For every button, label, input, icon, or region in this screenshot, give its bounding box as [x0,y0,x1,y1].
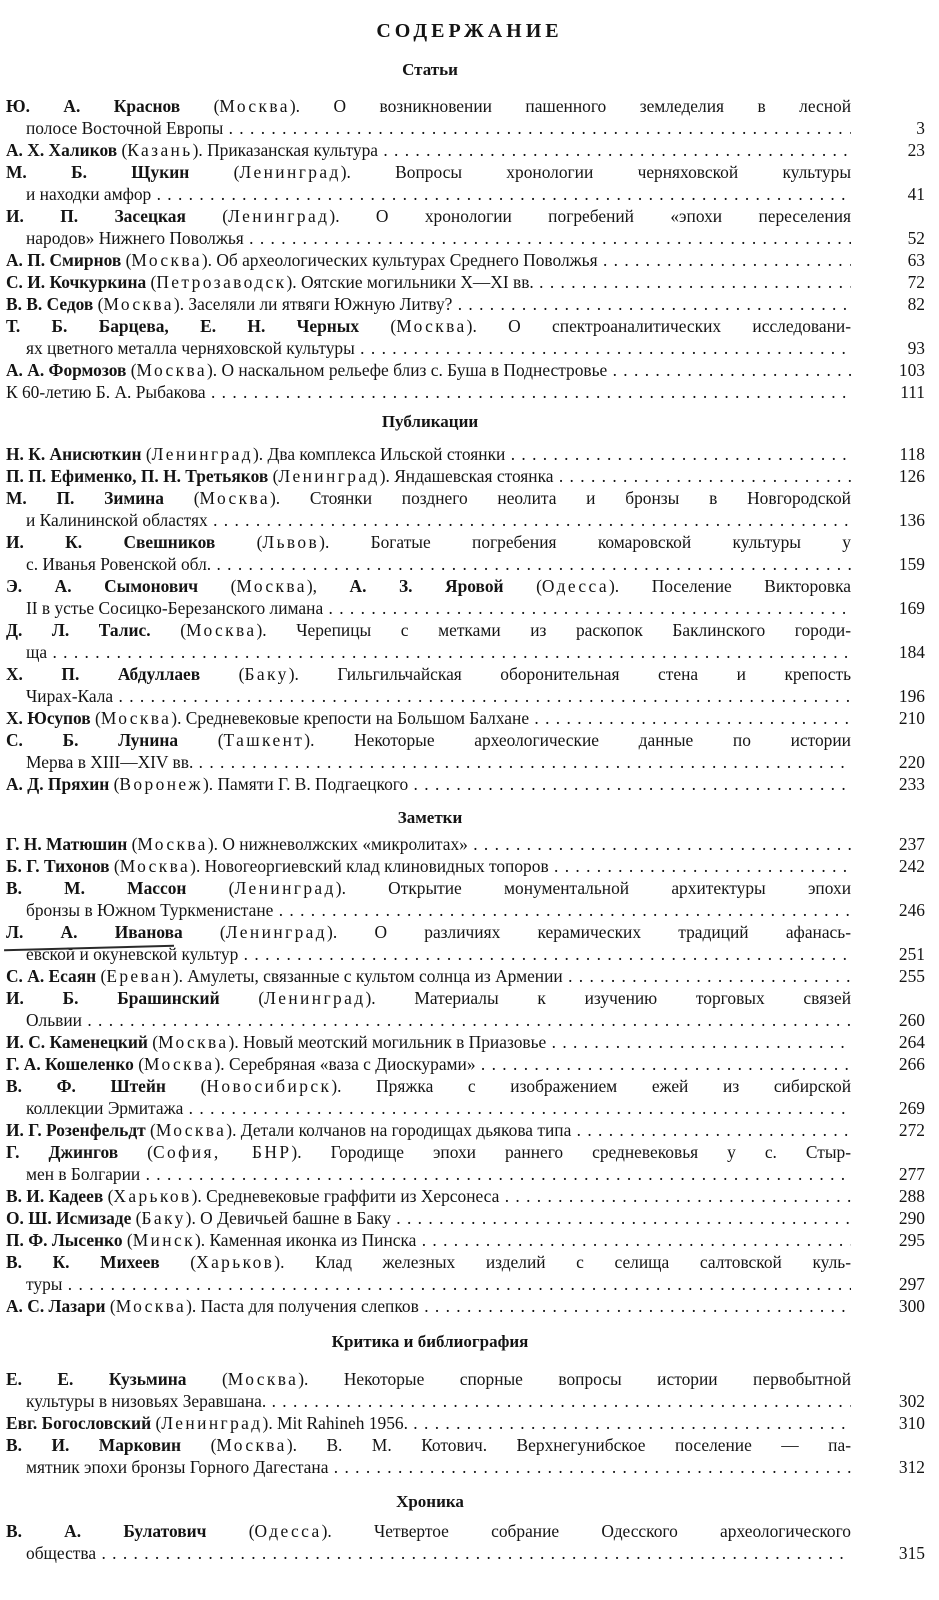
entry-city: Москва [131,250,202,270]
toc-entry [0,161,939,205]
page-number: 242 [898,856,925,876]
entry-author: М. Б. Щукин [6,162,190,182]
toc-entry [0,1119,939,1141]
toc-entry [0,381,939,403]
entry-title: Вопросы хронологии черняховской культуры [395,162,851,182]
page-number: 169 [898,598,925,618]
entry-title: ях цветного металла черняховской культуры [26,338,355,358]
entry-line: Г. Джингов (София, БНР). Городище эпохи раннего средневековья у с. Стыр- [6,1142,851,1162]
entry-line [26,1456,851,1478]
entry-city: Воронеж [119,774,203,794]
page-number: 220 [898,752,925,772]
entry-line: И. С. Каменецкий (Москва). Новый меотский могильник в Приазовье . . . [6,1031,851,1053]
entry-city: Москва [155,1120,227,1140]
entry-line: В. А. Булатович (Одесса). Четвертое собрание Одесского археологического [6,1521,851,1541]
entry-city: Харьков [196,1252,275,1272]
toc-entry [0,877,939,921]
entry-title: Памяти Г. В. Подгаецкого [217,774,409,794]
entry-author: В. М. Массон [6,878,187,898]
entry-title: Ольвии [26,1010,82,1030]
entry-line [26,685,851,707]
entry-city: Новосибирск [206,1076,332,1096]
entry-title: О наскальном рельефе близ с. Буша в Поднестровье [221,360,608,380]
page-number: 251 [898,944,925,964]
entry-author: Г. Джингов [6,1142,119,1162]
entry-line: С. А. Есаян (Ереван). Амулеты, связанные с культом солнца из Армении . . . [6,965,851,987]
entry-author: Евг. Богословский [6,1413,152,1433]
entry-title: Стоянки позднего неолита и бронзы в Новгородской [309,488,851,508]
entry-city: Ленинград [225,922,328,942]
entry-line: Х. Юсупов (Москва). Средневековые крепости на Большом Балхане . . . [6,707,851,729]
entry-title: Черепицы с метками из раскопок Баклинского городи- [296,620,851,640]
entry-title: бронзы в Южном Туркменистане [26,900,274,920]
entry-title: Два комплекса Ильской стоянки [267,444,506,464]
toc-entry [0,729,939,773]
entry-title: О различиях керамических традиций афанась- [374,922,851,942]
entry-line [26,553,851,575]
entry-author: П. П. Ефименко, П. Н. Третьяков [6,466,269,486]
entry-line: Л. А. Иванова (Ленинград). О различиях керамических традиций афанась- [6,922,851,942]
page-number: 72 [907,272,925,292]
entry-line [26,183,851,205]
entry-city: Одесса [541,576,609,596]
entry-title: Гильгильчайская оборонительная стена и крепость [337,664,851,684]
page-number: 266 [898,1054,925,1074]
entry-city: Москва [144,1054,215,1074]
toc-entry [0,531,939,575]
entry-line: И. К. Свешников (Львов). Богатые погребения комаровской культуры у [6,532,851,552]
entry-line: А. Х. Халиков (Казань). Приказанская культура . . . [6,139,851,161]
toc-entry [0,965,939,987]
entry-city: Ленинград [264,988,366,1008]
page-number: 136 [898,510,925,530]
toc-entry [0,1185,939,1207]
entry-title: мятник эпохи бронзы Горного Дагестана [26,1457,329,1477]
entry-line: О. Ш. Исмизаде (Баку). О Девичьей башне в Баку . . . [6,1207,851,1229]
entry-title: К 60-летию Б. А. Рыбакова [6,382,206,402]
toc-entry [0,619,939,663]
page-number: 118 [899,444,925,464]
entry-title: Чирах-Кала [26,686,114,706]
page-number: 41 [907,184,925,204]
entry-author: И. Б. Брашинский [6,988,220,1008]
section-heading: Статьи [402,60,458,79]
toc-entry [0,575,939,619]
entry-author: С. Б. Лунина [6,730,179,750]
entry-title: и Калининской областях [26,510,208,530]
entry-title: Клад железных изделий с селища салтовской куль- [315,1252,851,1272]
entry-line: Е. Е. Кузьмина (Москва). Некоторые спорные вопросы истории первобытной [6,1369,851,1389]
entry-author: С. И. Кочкуркина [6,272,147,292]
entry-author: Ю. А. Краснов [6,96,181,116]
toc-entry [0,205,939,249]
entry-title: Mit Rahineh 1956. [277,1413,408,1433]
entry-line: В. К. Михеев (Харьков). Клад железных изделий с селища салтовской куль- [6,1252,851,1272]
section-heading: Критика и библиография [331,1332,529,1351]
entry-city: Минск [132,1230,195,1250]
entry-line: Э. А. Сымонович (Москва), А. З. Яровой (Одесса). Поселение Викторовка [6,576,851,596]
entry-line: И. Г. Розенфельдт (Москва). Детали колчанов на городищах дьякова типа . . . [6,1119,851,1141]
page-number: 312 [898,1457,925,1477]
entry-city: Москва [227,1369,299,1389]
entry-author: Е. Е. Кузьмина [6,1369,187,1389]
entry-line [26,751,851,773]
entry-author: И. К. Свешников [6,532,216,552]
entry-city: Петрозаводск [156,272,287,292]
entry-city: Ташкент [223,730,305,750]
entry-city: Москва [119,856,191,876]
entry-city: Москва [158,1032,229,1052]
entry-title: Богатые погребения комаровской культуры у [370,532,851,552]
section-heading: Хроника [396,1492,464,1511]
entry-title: Об археологических культурах Среднего Поволжья [216,250,598,270]
toc-entry [0,293,939,315]
toc-entry [0,315,939,359]
entry-line [26,337,851,359]
page-number: 290 [898,1208,925,1228]
entry-city: Ленинград [239,162,341,182]
entry-line: Г. Н. Матюшин (Москва). О нижневолжских «микролитах» . . . [6,833,851,855]
entry-line [26,899,851,921]
page-number: 210 [898,708,925,728]
entry-author: В. А. Булатович [6,1521,207,1541]
entry-title: туры [26,1274,63,1294]
entry-line: И. П. Засецкая (Ленинград). О хронологии погребений «эпохи переселения [6,206,851,226]
entry-title: II в устье Сосицко-Березанского лимана [26,598,324,618]
entry-title: Мерва в XIII—XIV вв. [26,752,194,772]
toc-entry [0,465,939,487]
toc-entry [0,1141,939,1185]
toc-entry [0,487,939,531]
entry-line: В. Ф. Штейн (Новосибирск). Пряжка с изображением ежей из сибирской [6,1076,851,1096]
entry-line [26,227,851,249]
page-number: 260 [898,1010,925,1030]
entry-title: полосе Восточной Европы [26,118,224,138]
entry-line: Н. К. Анисюткин (Ленинград). Два комплекса Ильской стоянки . . . [6,443,851,465]
toc-entry [0,1434,939,1478]
entry-city: Ленинград [151,444,253,464]
entry-city: Москва [216,1435,287,1455]
entry-title: Некоторые спорные вопросы истории первобытной [343,1369,851,1389]
entry-line: В. И. Марковин (Москва). В. М. Котович. Верхнегунибское поселение — па- [6,1435,851,1455]
section-heading: Заметки [397,808,463,827]
entry-line: А. Д. Пряхин (Воронеж). Памяти Г. В. Подгаецкого . . . [6,773,851,795]
entry-line [26,1542,851,1564]
entry-line: С. Б. Лунина (Ташкент). Некоторые археологические данные по истории [6,730,851,750]
entry-line [26,1097,851,1119]
entry-city: Баку [244,664,289,684]
entry-city: Ленинград [234,878,336,898]
page-number: 302 [898,1391,925,1411]
toc-entry [0,1075,939,1119]
entry-line: Ю. А. Краснов (Москва). О возникновении пашенного земледелия в лесной [6,96,851,116]
entry-line [26,1390,851,1412]
toc-entry [0,95,939,139]
entry-title: Амулеты, связанные с культом солнца из Армении [187,966,563,986]
entry-author: Б. Г. Тихонов [6,856,110,876]
toc-entry [0,271,939,293]
page-number: 103 [898,360,925,380]
entry-city: Москва [103,294,174,314]
page-number: 255 [898,966,925,986]
page-number: 297 [898,1274,925,1294]
entry-title: Оятские могильники X—XI вв. [300,272,534,292]
entry-title: и находки амфор [26,184,152,204]
entry-line: Д. Л. Талис. (Москва). Черепицы с метками из раскопок Баклинского городи- [6,620,851,640]
toc-entry [0,249,939,271]
entry-line [26,1009,851,1031]
entry-title: Некоторые археологические данные по истории [354,730,851,750]
page-number: 295 [898,1230,925,1250]
page-number: 63 [907,250,925,270]
entry-title: ща [26,642,48,662]
entry-title: О нижневолжских «микролитах» [222,834,468,854]
toc-entry [0,707,939,729]
entry-author: М. П. Зимина [6,488,164,508]
entry-city: Москва [396,316,467,336]
entry-line: Евг. Богословский (Ленинград). Mit Rahineh 1956. . . . [6,1412,851,1434]
toc-entry [0,1031,939,1053]
entry-title: Пряжка с изображением ежей из сибирской [376,1076,851,1096]
entry-line: В. В. Седов (Москва). Заселяли ли ятвяги Южную Литву? . . . [6,293,851,315]
entry-title: В. М. Котович. Верхнегунибское поселение — па- [326,1435,851,1455]
entry-author: Г. Н. Матюшин [6,834,128,854]
entry-author: А. З. Яровой [349,576,504,596]
entry-author: Д. Л. Талис. [6,620,151,640]
page-number: 93 [907,338,925,358]
entry-line: В. И. Кадеев (Харьков). Средневековые граффити из Херсонеса . . . [6,1185,851,1207]
toc-entry [0,1368,939,1412]
entry-title: Каменная иконка из Пинска [209,1230,417,1250]
entry-city: Москва [199,488,270,508]
entry-city: Москва [115,1296,187,1316]
entry-title: Новый меотский могильник в Приазовье [243,1032,547,1052]
entry-title: Детали колчанов на городищах дьякова типа [240,1120,572,1140]
toc-entry [0,359,939,381]
entry-city: Ленинград [228,206,330,226]
entry-author: Л. А. Иванова [6,922,183,942]
entry-author: А. А. Формозов [6,360,127,380]
entry-line: П. П. Ефименко, П. Н. Третьяков (Ленинград). Яндашевская стоянка . . . [6,465,851,487]
entry-line: Х. П. Абдуллаев (Баку). Гильгильчайская оборонительная стена и крепость [6,664,851,684]
page-number: 246 [898,900,925,920]
entry-line: В. М. Массон (Ленинград). Открытие монументальной архитектуры эпохи [6,878,851,898]
entry-city: Львов [262,532,320,552]
page-number: 126 [898,466,925,486]
entry-line: И. Б. Брашинский (Ленинград). Материалы к изучению торговых связей [6,988,851,1008]
entry-line: А. С. Лазари (Москва). Паста для получения слепков . . . [6,1295,851,1317]
entry-author: Х. Юсупов [6,708,91,728]
page-number: 52 [907,228,925,248]
entry-author: А. Д. Пряхин [6,774,110,794]
entry-city: Москва [100,708,172,728]
entry-line: Т. Б. Барцева, Е. Н. Черных (Москва). О спектроаналитических исследовани- [6,316,851,336]
entry-title: О Девичьей башне в Баку [200,1208,391,1228]
entry-city: Казань [127,140,193,160]
page-number: 264 [898,1032,925,1052]
entry-title: евской и окуневской культур [26,944,239,964]
entry-author: В. И. Марковин [6,1435,182,1455]
entry-line [26,117,851,139]
entry-title: общества [26,1543,97,1563]
entry-line: Г. А. Кошеленко (Москва). Серебряная «ваза с Диоскурами» . . . [6,1053,851,1075]
entry-title: О хронологии погребений «эпохи переселения [375,206,851,226]
entry-city: Москва [219,96,290,116]
page-number: 288 [898,1186,925,1206]
entry-city: Одесса [254,1521,322,1541]
entry-author: О. Ш. Исмизаде [6,1208,132,1228]
toc-entry [0,773,939,795]
entry-author: С. А. Есаян [6,966,97,986]
entry-line [26,597,851,619]
entry-author: Э. А. Сымонович [6,576,199,596]
entry-line: М. П. Зимина (Москва). Стоянки позднего неолита и бронзы в Новгородской [6,488,851,508]
page-number: 159 [898,554,925,574]
entry-author: А. П. Смирнов [6,250,122,270]
entry-title: Заселяли ли ятвяги Южную Литву? [188,294,453,314]
page-number: 310 [898,1413,925,1433]
entry-title: Материалы к изучению торговых связей [414,988,851,1008]
entry-title: Новогеоргиевский клад клиновидных топоров [204,856,549,876]
page-number: 196 [898,686,925,706]
entry-line: М. Б. Щукин (Ленинград). Вопросы хронологии черняховской культуры [6,162,851,182]
entry-line [6,381,851,403]
entry-author: В. Ф. Штейн [6,1076,166,1096]
entry-title: О возникновении пашенного земледелия в лесной [333,96,851,116]
page-number: 237 [898,834,925,854]
entry-line [26,509,851,531]
entry-line: П. Ф. Лысенко (Минск). Каменная иконка из Пинска . . . [6,1229,851,1251]
entry-title: О спектроаналитических исследовани- [508,316,851,336]
entry-author: В. В. Седов [6,294,94,314]
toc-entry [0,1053,939,1075]
page-number: 3 [916,118,925,138]
page-number: 315 [898,1543,925,1563]
section-heading: Публикации [381,412,479,431]
entry-author: Г. А. Кошеленко [6,1054,134,1074]
entry-line [26,1273,851,1295]
entry-city: София, БНР [152,1142,292,1162]
entry-title: Серебряная «ваза с Диоскурами» [228,1054,476,1074]
entry-title: Городище эпохи раннего средневековья у с. Стыр- [330,1142,851,1162]
page-title: СОДЕРЖАНИЕ [376,20,563,42]
toc-entry [0,1295,939,1317]
toc-entry [0,443,939,465]
toc-entry [0,139,939,161]
entry-city: Ереван [106,966,173,986]
entry-title: Средневековые граффити из Херсонеса [206,1186,500,1206]
entry-author: Н. К. Анисюткин [6,444,142,464]
entry-title: коллекции Эрмитажа [26,1098,184,1118]
entry-title: Открытие монументальной архитектуры эпохи [388,878,851,898]
entry-title: с. Иванья Ровенской обл. [26,554,212,574]
entry-author: П. Ф. Лысенко [6,1230,123,1250]
page-number: 233 [898,774,925,794]
entry-author: И. С. Каменецкий [6,1032,148,1052]
toc-entry [0,1229,939,1251]
entry-city: Баку [141,1208,186,1228]
toc-entry [0,1207,939,1229]
entry-city: Москва [137,834,208,854]
entry-author: А. С. Лазари [6,1296,106,1316]
entry-city: Харьков [113,1186,192,1206]
page-number: 300 [898,1296,925,1316]
entry-line: А. А. Формозов (Москва). О наскальном рельефе близ с. Буша в Поднестровье . . . [6,359,851,381]
toc-entry [0,987,939,1031]
entry-title: Яндашевская стоянка [394,466,554,486]
entry-city: Москва [136,360,207,380]
entry-line [26,1163,851,1185]
entry-line: Б. Г. Тихонов (Москва). Новогеоргиевский клад клиновидных топоров . . . [6,855,851,877]
toc-entry [0,663,939,707]
page-number: 23 [907,140,925,160]
toc-entry [0,1520,939,1564]
toc-entry [0,1251,939,1295]
entry-title: мен в Болгарии [26,1164,141,1184]
entry-title: народов» Нижнего Поволжья [26,228,244,248]
entry-line [26,641,851,663]
entry-city: Москва [236,576,307,596]
entry-title: Средневековые крепости на Большом Балхане [185,708,530,728]
page-number: 82 [907,294,925,314]
page-number: 272 [898,1120,925,1140]
toc-entry [0,833,939,855]
entry-city: Ленинград [278,466,380,486]
entry-title: Поселение Викторовка [651,576,851,596]
entry-title: Четвертое собрание Одесского археологического [373,1521,851,1541]
page-number: 184 [898,642,925,662]
entry-city: Ленинград [161,1413,263,1433]
toc-entry [0,855,939,877]
entry-author: И. П. Засецкая [6,206,186,226]
entry-author: И. Г. Розенфельдт [6,1120,146,1140]
entry-author: А. Х. Халиков [6,140,118,160]
entry-line: С. И. Кочкуркина (Петрозаводск). Оятские могильники X—XI вв. . . . [6,271,851,293]
page-number: 277 [898,1164,925,1184]
entry-author: Х. П. Абдуллаев [6,664,201,684]
page-number: 111 [900,382,925,402]
entry-author: В. И. Кадеев [6,1186,104,1206]
entry-line: А. П. Смирнов (Москва). Об археологических культурах Среднего Поволжья . . . [6,249,851,271]
entry-city: Москва [186,620,257,640]
entry-title: Приказанская культура [207,140,378,160]
toc-entry [0,1412,939,1434]
page-number: 269 [898,1098,925,1118]
entry-title: культуры в низовьях Зеравшана. [26,1391,267,1411]
entry-title: Паста для получения слепков [200,1296,419,1316]
entry-author: В. К. Михеев [6,1252,160,1272]
entry-author: Т. Б. Барцева, Е. Н. Черных [6,316,360,336]
